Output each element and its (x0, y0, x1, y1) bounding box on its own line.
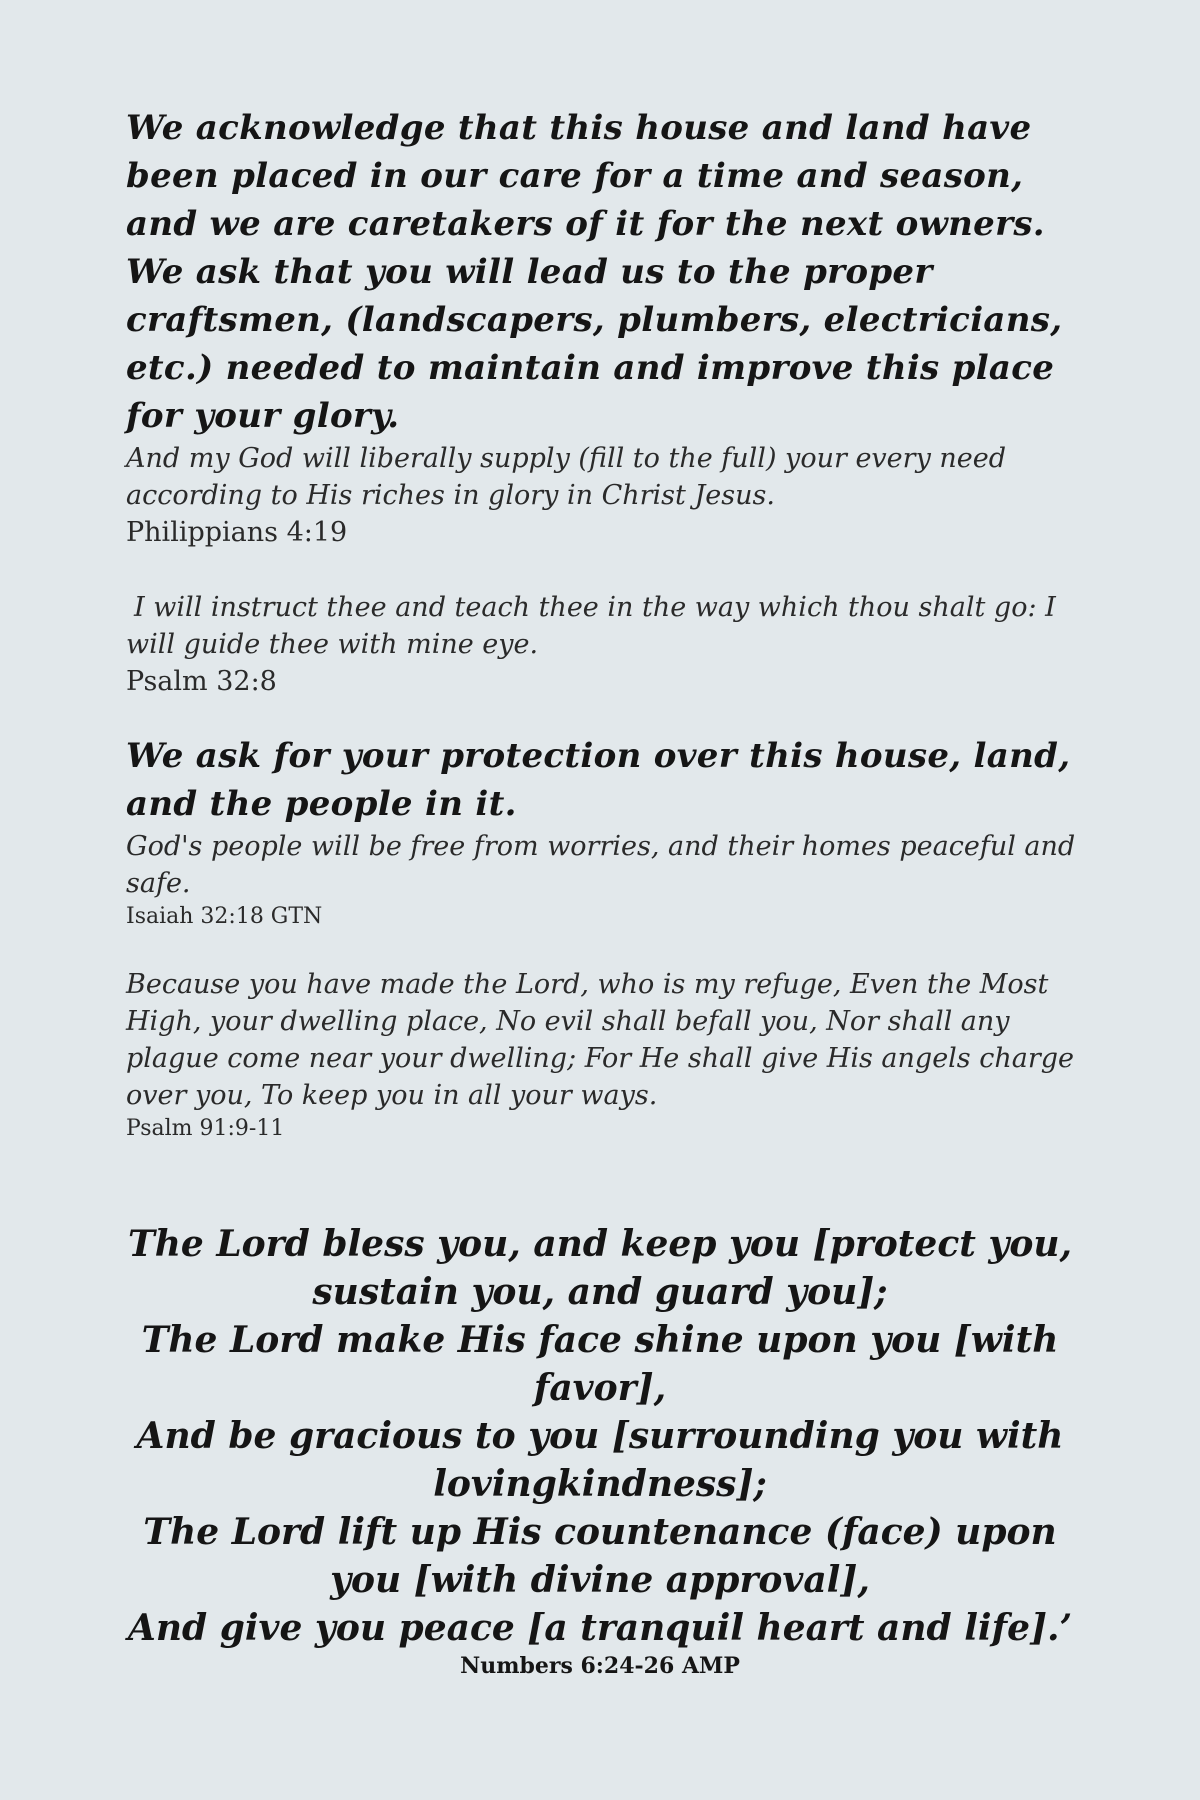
isaiah-reference: Isaiah 32:18 GTN (126, 904, 323, 929)
blessing-line: And give you peace [a tranquil heart and life].’ (127, 1607, 1073, 1649)
prayer-content (126, 104, 1086, 1144)
blessing-line: The Lord lift up His countenance (face) upon you [with divine approval], (143, 1511, 1057, 1601)
priestly-blessing (110, 1220, 1090, 1680)
isaiah-verse: God's people will be free from worries, and their homes peaceful and safe. (126, 831, 1076, 899)
blessing-line: And be gracious to you [surrounding you with lovingkindness]; (136, 1415, 1064, 1505)
numbers-reference: Numbers 6:24-26 AMP (460, 1653, 740, 1679)
psalm-91-reference: Psalm 91:9-11 (126, 1116, 285, 1141)
spacer (126, 551, 1086, 589)
philippians-verse: And my God will liberally supply (fill to the full) your every need according to His riches in glory in Christ Jesus. (126, 443, 1007, 511)
blessing-line: The Lord bless you, and keep you [protect you, sustain you, and guard you]; (127, 1223, 1073, 1313)
psalm-32-verse: I will instruct thee and teach thee in the way which thou shalt go: I will guide thee with mine eye. (126, 592, 1056, 660)
philippians-reference: Philippians 4:19 (126, 517, 348, 548)
spacer (126, 700, 1086, 732)
psalm-91-verse: Because you have made the Lord, who is my refuge, Even the Most High, your dwelling place, No evil shall befall you, Nor shall any plague come near your dwelling; For He shall give His angels charge over you, To keep you in all your ways. (126, 969, 1075, 1111)
blessing-line: The Lord make His face shine upon you [with favor], (141, 1319, 1059, 1409)
protection-prayer: We ask for your protection over this house, land, and the people in it. (126, 736, 1071, 824)
spacer (126, 932, 1086, 966)
psalm-32-reference: Psalm 32:8 (126, 666, 277, 697)
caretakers-prayer: We acknowledge that this house and land have been placed in our care for a time and season, and we are caretakers of it for the next owners. We ask that you will lead us to the proper craftsmen, (landscapers, plumbers, electricians, etc.) needed to maintain and improve this place for your glory. (126, 108, 1063, 436)
